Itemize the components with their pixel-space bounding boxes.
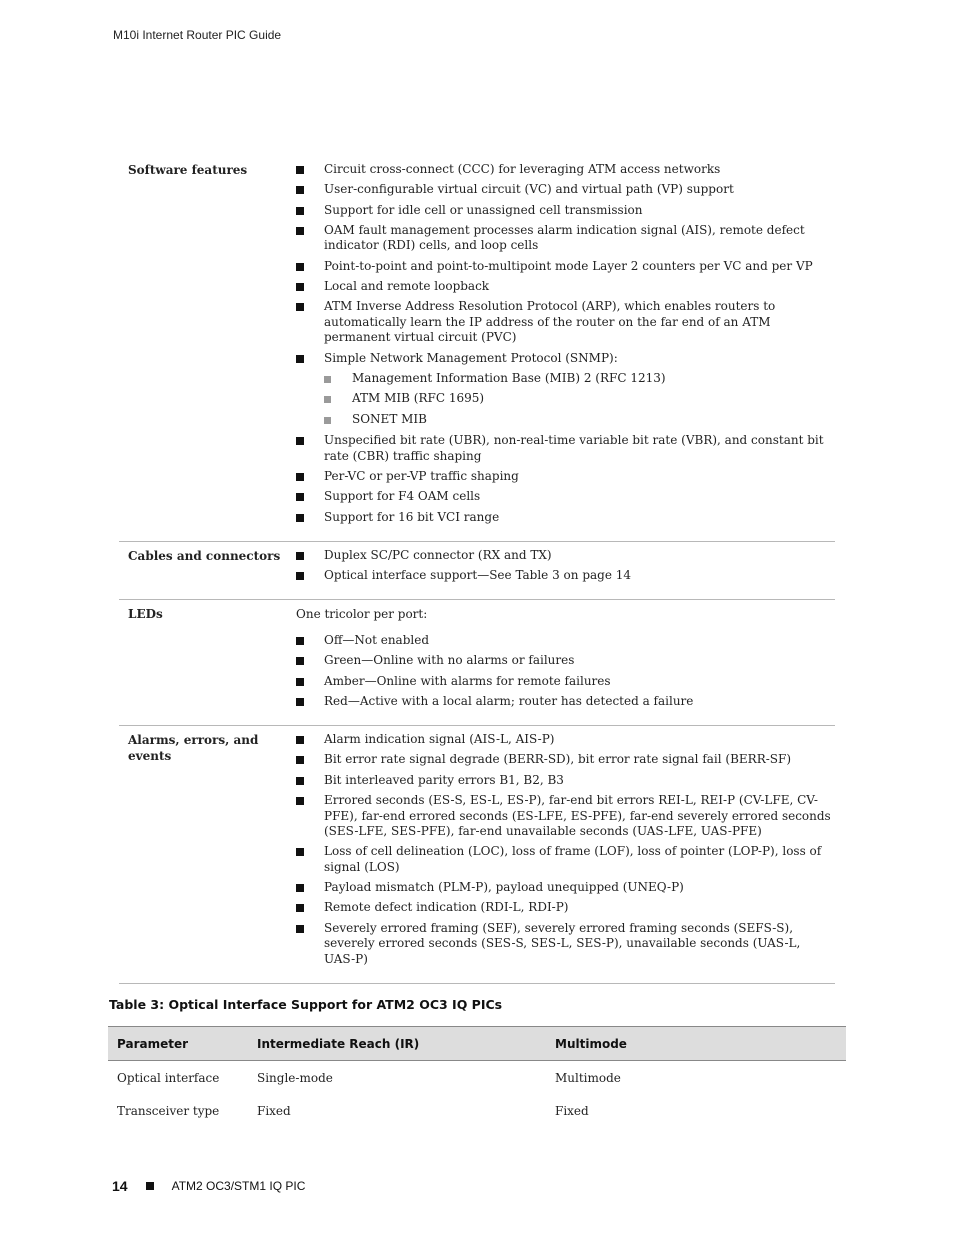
page-number: 14 <box>112 1178 128 1194</box>
list-item <box>296 162 835 178</box>
list-item-text: User-configurable virtual circuit (VC) and virtual path (VP) support <box>324 182 734 197</box>
square-bullet-icon <box>296 657 304 665</box>
list-item <box>296 568 835 584</box>
list-item <box>296 900 835 916</box>
feature-list <box>296 732 835 967</box>
table-row <box>108 1061 846 1095</box>
square-bullet-icon <box>296 678 304 686</box>
list-item <box>296 653 835 669</box>
list-item-text: OAM fault management processes alarm indication signal (AIS), remote defect indicator (RDI) cells, and loop cells <box>324 222 805 253</box>
table-cell: Fixed <box>257 1103 291 1118</box>
table-cell: Transceiver type <box>117 1103 220 1118</box>
square-bullet-icon <box>296 756 304 764</box>
square-bullet-icon <box>296 493 304 501</box>
list-item <box>296 203 835 219</box>
list-item-text: Remote defect indication (RDI-L, RDI-P) <box>324 900 569 915</box>
list-item-text: Support for 16 bit VCI range <box>324 509 500 524</box>
row-label: Alarms, errors, and events <box>128 733 259 763</box>
sublist-item <box>324 391 835 407</box>
square-bullet-icon <box>296 848 304 856</box>
square-bullet-icon <box>296 736 304 744</box>
optical-interface-table <box>108 1026 846 1127</box>
square-bullet-icon <box>296 227 304 235</box>
gray-square-bullet-icon <box>324 376 331 383</box>
square-bullet-icon <box>296 473 304 481</box>
list-item <box>296 793 835 840</box>
list-item-text: Simple Network Management Protocol (SNMP): <box>324 350 618 365</box>
row-label: Cables and connectors <box>128 548 281 563</box>
page-footer <box>112 1178 305 1194</box>
list-item <box>296 674 835 690</box>
row-content <box>296 548 835 589</box>
column-header: Multimode <box>546 1027 846 1061</box>
table-header-row <box>108 1027 846 1061</box>
list-item <box>296 351 835 428</box>
list-item <box>296 510 835 526</box>
square-bullet-icon <box>296 552 304 560</box>
square-bullet-icon <box>296 207 304 215</box>
list-item <box>296 844 835 875</box>
feature-list <box>296 633 835 709</box>
square-bullet-icon <box>296 797 304 805</box>
row-content <box>296 606 835 714</box>
list-item <box>296 182 835 198</box>
list-item-text: Off—Not enabled <box>324 632 430 647</box>
square-bullet-icon <box>296 514 304 522</box>
sublist-item-text: Management Information Base (MIB) 2 (RFC 1213) <box>352 371 666 386</box>
row-label: Software features <box>128 163 248 177</box>
row-label: LEDs <box>128 607 163 622</box>
list-item <box>296 489 835 505</box>
square-separator-icon <box>146 1182 154 1190</box>
list-item-text: Point-to-point and point-to-multipoint mode Layer 2 counters per VC and per VP <box>324 258 813 273</box>
sublist-item-text: SONET MIB <box>352 411 427 426</box>
square-bullet-icon <box>296 904 304 912</box>
list-item <box>296 921 835 968</box>
square-bullet-icon <box>296 186 304 194</box>
square-bullet-icon <box>296 698 304 706</box>
table-cell: Single-mode <box>257 1070 333 1085</box>
list-item-text: Payload mismatch (PLM-P), payload unequipped (UNEQ-P) <box>324 880 684 895</box>
list-item <box>296 633 835 649</box>
gray-square-bullet-icon <box>324 396 331 403</box>
square-bullet-icon <box>296 572 304 580</box>
spec-row-leds <box>119 600 835 726</box>
footer-section-title: ATM2 OC3/STM1 IQ PIC <box>171 1179 306 1193</box>
table-caption: Table 3: Optical Interface Support for ATM2 OC3 IQ PICs <box>109 997 503 1012</box>
list-item-text: Unspecified bit rate (UBR), non-real-time variable bit rate (VBR), and constant bit rate (CBR) traffic shaping <box>324 433 824 463</box>
list-item-text: Optical interface support—See Table 3 on page 14 <box>324 568 632 583</box>
table-cell: Fixed <box>555 1103 589 1118</box>
list-item-text: Amber—Online with alarms for remote failures <box>324 673 611 688</box>
list-item-text: Alarm indication signal (AIS-L, AIS-P) <box>324 732 555 747</box>
gray-square-bullet-icon <box>324 417 331 424</box>
row-content <box>296 732 835 972</box>
square-bullet-icon <box>296 355 304 363</box>
list-item-text: Red—Active with a local alarm; router has detected a failure <box>324 693 694 708</box>
list-item <box>296 880 835 896</box>
feature-list <box>296 162 835 525</box>
spec-row-cables-connectors <box>119 542 835 601</box>
list-item-text: ATM Inverse Address Resolution Protocol (ARP), which enables routers to automatically learn the IP address of the router on the far end of an ATM permanent virtual circuit (PVC) <box>324 299 776 345</box>
square-bullet-icon <box>296 884 304 892</box>
list-item-text: Green—Online with no alarms or failures <box>324 653 575 668</box>
square-bullet-icon <box>296 925 304 933</box>
square-bullet-icon <box>296 637 304 645</box>
list-item-text: Errored seconds (ES-S, ES-L, ES-P), far-end bit errors REI-L, REI-P (CV-LFE, CV-PFE), far-end errored seconds (ES-LFE, ES-PFE), far-end severely errored seconds (SES-LFE, SES-PFE), far-end unavailable seconds (UAS-LFE, UAS-PFE) <box>324 793 831 839</box>
sublist-item-text: ATM MIB (RFC 1695) <box>352 391 485 406</box>
column-header: Parameter <box>108 1027 248 1061</box>
list-item-text: Bit error rate signal degrade (BERR-SD), bit error rate signal fail (BERR-SF) <box>324 752 792 767</box>
row-content <box>296 162 835 530</box>
list-item <box>296 469 835 485</box>
list-item <box>296 259 835 275</box>
table-cell: Multimode <box>555 1070 621 1085</box>
spec-table <box>119 162 835 984</box>
list-item <box>296 279 835 295</box>
snmp-sublist <box>324 371 835 427</box>
list-item-text: Bit interleaved parity errors B1, B2, B3 <box>324 772 564 787</box>
spec-row-software-features <box>119 162 835 542</box>
list-item <box>296 223 835 254</box>
spec-row-alarms-errors-events <box>119 726 835 984</box>
list-item <box>296 773 835 789</box>
list-item-text: Support for idle cell or unassigned cell transmission <box>324 202 643 217</box>
list-item-text: Loss of cell delineation (LOC), loss of frame (LOF), loss of pointer (LOP-P), loss of signal (LOS) <box>324 844 822 874</box>
table-row <box>108 1094 846 1127</box>
square-bullet-icon <box>296 303 304 311</box>
column-header: Intermediate Reach (IR) <box>248 1027 546 1061</box>
list-item <box>296 299 835 346</box>
running-header: M10i Internet Router PIC Guide <box>113 28 282 42</box>
square-bullet-icon <box>296 437 304 445</box>
list-item <box>296 732 835 748</box>
list-item-text: Per-VC or per-VP traffic shaping <box>324 468 519 483</box>
list-item <box>296 433 835 464</box>
square-bullet-icon <box>296 166 304 174</box>
sublist-item <box>324 371 835 387</box>
table-cell: Optical interface <box>117 1070 220 1085</box>
list-item-text: Duplex SC/PC connector (RX and TX) <box>324 547 552 562</box>
square-bullet-icon <box>296 263 304 271</box>
list-item <box>296 752 835 768</box>
list-item-text: Local and remote loopback <box>324 278 490 293</box>
row-intro: One tricolor per port: <box>296 607 428 622</box>
list-item-text: Circuit cross-connect (CCC) for leveraging ATM access networks <box>324 162 721 176</box>
list-item <box>296 694 835 710</box>
sublist-item <box>324 412 835 428</box>
list-item <box>296 548 835 564</box>
list-item-text: Support for F4 OAM cells <box>324 489 481 504</box>
square-bullet-icon <box>296 283 304 291</box>
list-item-text: Severely errored framing (SEF), severely errored framing seconds (SEFS-S), severely errored seconds (SES-S, SES-L, SES-P), unavailable seconds (UAS-L, UAS-P) <box>324 920 801 966</box>
square-bullet-icon <box>296 777 304 785</box>
feature-list <box>296 548 835 584</box>
